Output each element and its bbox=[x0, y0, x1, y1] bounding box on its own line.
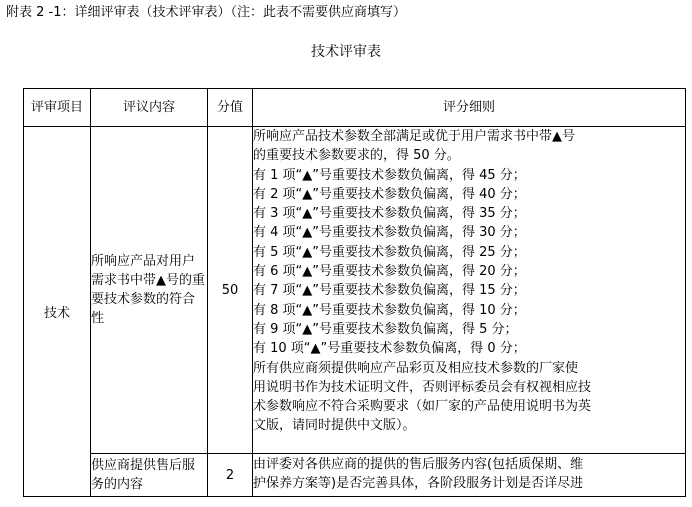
detail-line: 术参数响应不符合采购要求（如厂家的产品使用说明书为英 bbox=[253, 399, 592, 415]
header-score: 分值 bbox=[208, 89, 253, 127]
table-row bbox=[24, 127, 686, 454]
score-cell: 50 bbox=[208, 127, 253, 454]
detail-line: 有 5 项“▲”号重要技术参数负偏离，得 25 分； bbox=[253, 244, 526, 260]
table-row bbox=[24, 454, 686, 497]
scoring-detail-cell bbox=[253, 454, 686, 497]
header-scoring-detail: 评分细则 bbox=[253, 89, 686, 127]
detail-line: 用说明书作为技术证明文件，否则评标委员会有权视相应技 bbox=[253, 379, 592, 395]
detail-line: 有 8 项“▲”号重要技术参数负偏离，得 10 分； bbox=[253, 302, 526, 318]
detail-line: 护保养方案等)是否完善具体，各阶段服务计划是否详尽进 bbox=[253, 476, 584, 491]
header-review-content: 评议内容 bbox=[91, 89, 208, 127]
detail-line: 有 3 项“▲”号重要技术参数负偏离，得 35 分； bbox=[253, 206, 526, 222]
table-title: 技术评审表 bbox=[311, 44, 381, 60]
review-content-cell: 所响应产品对用户需求书中带▲号的重要技术参数的符合性 bbox=[91, 127, 208, 454]
detail-line: 有 10 项“▲”号重要技术参数负偏离，得 0 分； bbox=[253, 341, 526, 357]
detail-line: 有 6 项“▲”号重要技术参数负偏离，得 20 分； bbox=[253, 264, 526, 280]
detail-line: 有 9 项“▲”号重要技术参数负偏离，得 5 分； bbox=[253, 321, 518, 337]
detail-line: 所有供应商须提供响应产品彩页及相应技术参数的厂家使 bbox=[253, 360, 579, 376]
detail-line: 有 2 项“▲”号重要技术参数负偏离，得 40 分； bbox=[253, 186, 526, 202]
detail-line: 由评委对各供应商的提供的售后服务内容(包括质保期、维 bbox=[253, 457, 584, 472]
detail-line: 有 1 项“▲”号重要技术参数负偏离，得 45 分； bbox=[253, 167, 526, 183]
detail-line: 有 4 项“▲”号重要技术参数负偏离，得 30 分； bbox=[253, 225, 526, 241]
detail-line: 文版，请同时提供中文版）。 bbox=[253, 418, 416, 434]
category-cell: 技术 bbox=[24, 127, 91, 497]
header-review-item: 评审项目 bbox=[24, 89, 91, 127]
document-heading: 附表 2 -1：详细评审表（技术评审表）（注：此表不需要供应商填写） bbox=[6, 5, 406, 20]
technical-review-table bbox=[23, 88, 686, 497]
detail-line: 的重要技术参数要求的，得 50 分。 bbox=[253, 148, 460, 164]
table-header-row bbox=[24, 89, 686, 127]
detail-line: 所响应产品技术参数全部满足或优于用户需求书中带▲号 bbox=[253, 129, 575, 144]
scoring-detail-cell bbox=[253, 127, 686, 454]
review-content-cell: 供应商提供售后服务的内容 bbox=[91, 454, 208, 497]
score-cell: 2 bbox=[208, 454, 253, 497]
detail-line: 有 7 项“▲”号重要技术参数负偏离，得 15 分； bbox=[253, 283, 526, 299]
